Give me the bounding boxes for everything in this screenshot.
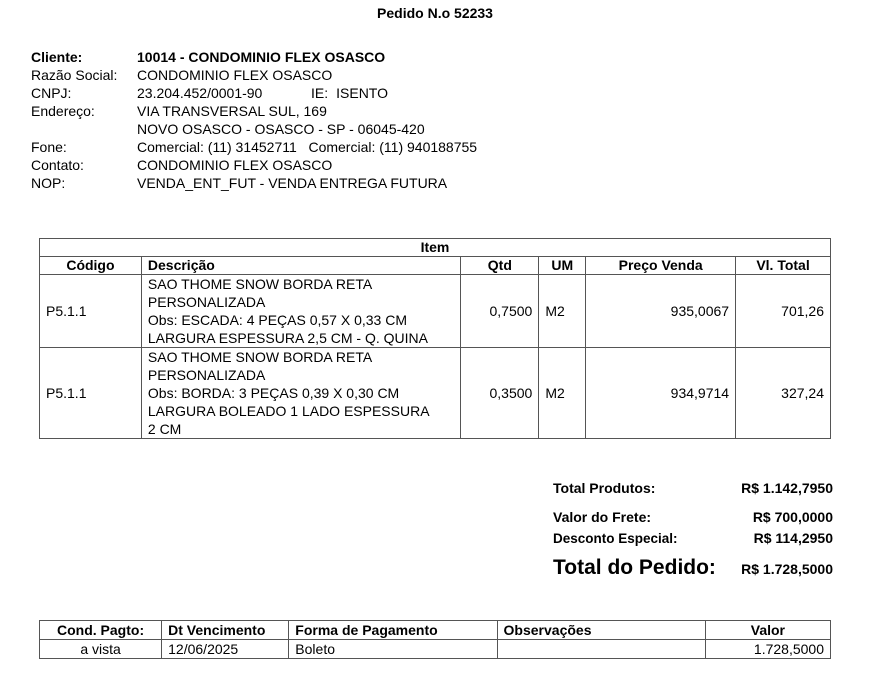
client-value: 10014 - CONDOMINIO FLEX OSASCO — [137, 49, 386, 65]
items-title: Item — [40, 239, 831, 257]
payment-forma: Boleto — [289, 640, 497, 659]
address-city-row — [31, 120, 477, 138]
address-value: VIA TRANSVERSAL SUL, 169 — [137, 103, 327, 119]
payment-obs — [497, 640, 705, 659]
item-description — [141, 275, 461, 348]
item-um: M2 — [539, 348, 586, 439]
contact-value: CONDOMINIO FLEX OSASCO — [137, 157, 333, 173]
payment-venc: 12/06/2025 — [162, 640, 289, 659]
item-desc-line: PERSONALIZADA — [147, 294, 266, 310]
payment-cond: a vista — [40, 640, 162, 659]
item-total: 701,26 — [736, 275, 831, 348]
totals-block — [553, 480, 833, 580]
cnpj-row — [31, 84, 477, 102]
cnpj-label: CNPJ: — [31, 85, 72, 101]
header-observacoes: Observações — [497, 621, 705, 640]
address-row — [31, 102, 477, 120]
phone-value: Comercial: (11) 31452711 Comercial: (11) 940188755 — [137, 139, 478, 155]
phone-label: Fone: — [31, 139, 67, 155]
item-desc-line: Obs: ESCADA: 4 PEÇAS 0,57 X 0,33 CM — [147, 312, 407, 328]
address-city-value: NOVO OSASCO - OSASCO - SP - 06045-420 — [137, 121, 425, 137]
razao-social-row — [31, 66, 477, 84]
item-price: 934,9714 — [586, 348, 736, 439]
item-desc-line: LARGURA BOLEADO 1 LADO ESPESSURA — [147, 403, 430, 419]
client-label: Cliente: — [31, 49, 83, 65]
total-pedido-label: Total do Pedido: — [553, 556, 716, 579]
item-desc-line: Obs: BORDA: 3 PEÇAS 0,39 X 0,30 CM — [147, 385, 400, 401]
desconto-row — [553, 530, 833, 554]
items-title-row — [40, 239, 831, 257]
total-produtos-value: R$ 1.142,7950 — [741, 480, 833, 496]
page-title: Pedido N.o 52233 — [377, 5, 493, 21]
address-city-label — [31, 120, 137, 138]
item-qty: 0,7500 — [461, 275, 539, 348]
header-um: UM — [539, 257, 586, 275]
desconto-value: R$ 114,2950 — [753, 530, 833, 546]
payment-header-row — [40, 621, 831, 640]
frete-row — [553, 503, 833, 530]
table-row — [40, 348, 831, 439]
item-desc-line: 2 CM — [147, 421, 182, 437]
razao-social-label: Razão Social: — [31, 67, 118, 83]
item-um: M2 — [539, 275, 586, 348]
payment-row — [40, 640, 831, 659]
header-description: Descrição — [141, 257, 461, 275]
item-desc-line: PERSONALIZADA — [147, 367, 266, 383]
total-pedido-value: R$ 1.728,5000 — [741, 561, 833, 577]
item-description — [141, 348, 461, 439]
desconto-label: Desconto Especial: — [553, 531, 678, 546]
items-header-row — [40, 257, 831, 275]
client-row — [31, 48, 477, 66]
items-table — [39, 238, 831, 439]
item-code: P5.1.1 — [40, 275, 142, 348]
phone-row — [31, 138, 477, 156]
header-price: Preço Venda — [586, 257, 736, 275]
item-total: 327,24 — [736, 348, 831, 439]
header-dt-vencimento: Dt Vencimento — [162, 621, 289, 640]
contact-row — [31, 156, 477, 174]
total-produtos-label: Total Produtos: — [553, 480, 656, 496]
cnpj-value: 23.204.452/0001-90 — [137, 85, 263, 101]
nop-label: NOP: — [31, 175, 66, 191]
item-qty: 0,3500 — [461, 348, 539, 439]
table-row — [40, 275, 831, 348]
header-cond-pagto: Cond. Pagto: — [40, 621, 162, 640]
nop-value: VENDA_ENT_FUT - VENDA ENTREGA FUTURA — [137, 175, 448, 191]
nop-row — [31, 174, 477, 192]
ie-label: IE: — [311, 85, 329, 101]
payment-valor: 1.728,5000 — [705, 640, 830, 659]
item-code: P5.1.1 — [40, 348, 142, 439]
razao-social-value: CONDOMINIO FLEX OSASCO — [137, 67, 333, 83]
frete-value: R$ 700,0000 — [752, 509, 833, 525]
client-info — [31, 48, 477, 192]
contact-label: Contato: — [31, 157, 84, 173]
header-valor: Valor — [705, 621, 830, 640]
address-label: Endereço: — [31, 103, 95, 119]
total-pedido-row — [553, 554, 833, 580]
item-price: 935,0067 — [586, 275, 736, 348]
header-total: Vl. Total — [736, 257, 831, 275]
ie-value: ISENTO — [336, 85, 388, 101]
header-qty: Qtd — [461, 257, 539, 275]
item-desc-line: LARGURA ESPESSURA 2,5 CM - Q. QUINA — [147, 330, 428, 346]
frete-label: Valor do Frete: — [553, 509, 652, 525]
header-code: Código — [40, 257, 142, 275]
payment-table — [39, 620, 831, 659]
total-produtos-row — [553, 480, 833, 503]
item-desc-line: SAO THOME SNOW BORDA RETA — [147, 276, 373, 292]
header-forma-pagamento: Forma de Pagamento — [289, 621, 497, 640]
item-desc-line: SAO THOME SNOW BORDA RETA — [147, 349, 373, 365]
